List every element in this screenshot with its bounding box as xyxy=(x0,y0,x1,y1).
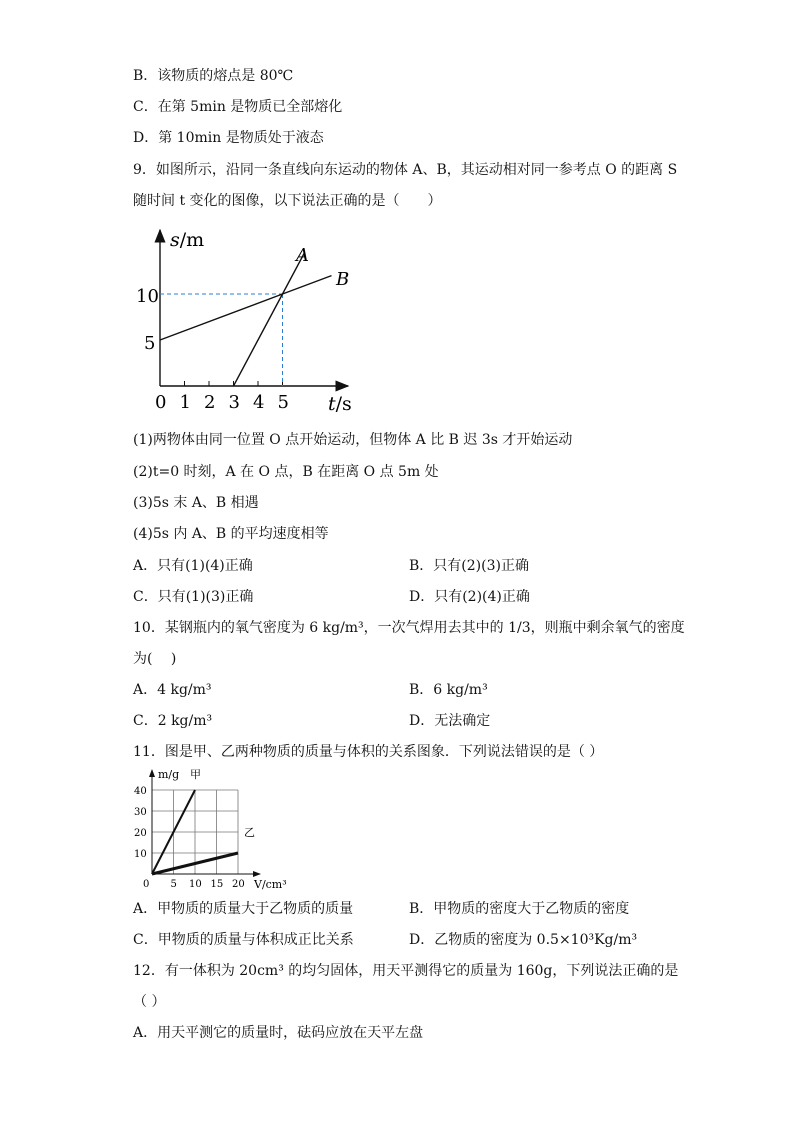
y-axis-label: m/g xyxy=(158,768,180,781)
q10-stem-line2: 为( ) xyxy=(133,651,177,667)
y-tick-label-10: 10 xyxy=(134,849,147,860)
y-tick-label-10: 10 xyxy=(136,286,159,307)
x-tick-label-10: 10 xyxy=(189,879,202,890)
q9-stem-line2: 随时间 t 变化的图像，以下说法正确的是（ ） xyxy=(133,193,442,209)
q9-option-b: B．只有(2)(3)正确 xyxy=(409,558,529,574)
x-tick-label-20: 20 xyxy=(232,879,245,890)
q8-option-b: B．该物质的熔点是 80℃ xyxy=(133,68,294,84)
q11-stem: 11．图是甲、乙两种物质的质量与体积的关系图象．下列说法错误的是（ ） xyxy=(133,744,604,760)
q10-stem-line1: 10．某钢瓶内的氧气密度为 6 kg/m³，一次气焊用去其中的 1/3，则瓶中剩余氧气的密度 xyxy=(133,620,685,636)
q10-option-a: A．4 kg/m³ xyxy=(133,682,212,698)
q9-statement-4: (4)5s 内 A、B 的平均速度相等 xyxy=(133,526,329,542)
q9-option-c: C．只有(1)(3)正确 xyxy=(133,589,254,605)
q11-option-a: A．甲物质的质量大于乙物质的质量 xyxy=(133,901,354,917)
series-b-line xyxy=(160,276,332,340)
q10-option-d: D．无法确定 xyxy=(409,713,491,729)
x-axis-label: t/s xyxy=(328,393,352,415)
y-axis-label: s/m xyxy=(170,229,205,251)
series-a-line xyxy=(234,253,305,386)
q12-option-a: A．用天平测它的质量时，砝码应放在天平左盘 xyxy=(133,1025,424,1041)
x-tick-label-15: 15 xyxy=(210,879,224,890)
y-tick-label-20: 20 xyxy=(134,828,147,839)
q9-option-d: D．只有(2)(4)正确 xyxy=(409,589,530,605)
x-tick-label-1: 1 xyxy=(179,392,191,413)
q12-stem-line1: 12．有一体积为 20cm³ 的均匀固体，用天平测得它的质量为 160g，下列说法正确的是 xyxy=(133,963,679,979)
series-yi-label: 乙 xyxy=(244,826,255,839)
mv-graph xyxy=(130,764,300,894)
q11-option-b: B．甲物质的密度大于乙物质的密度 xyxy=(409,901,630,917)
q10-option-c: C．2 kg/m³ xyxy=(133,713,213,729)
x-tick-label-2: 2 xyxy=(204,392,216,413)
q9-statement-3: (3)5s 末 A、B 相遇 xyxy=(133,495,259,511)
y-tick-label-40: 40 xyxy=(134,786,147,797)
q8-option-d: D．第 10min 是物质处于液态 xyxy=(133,130,324,146)
x-tick-label-5: 5 xyxy=(277,392,289,413)
q8-option-c: C．在第 5min 是物质已全部熔化 xyxy=(133,99,343,115)
y-tick-label-5: 5 xyxy=(144,333,156,354)
x-tick-label-5: 5 xyxy=(170,879,177,890)
series-jia-label: 甲 xyxy=(190,768,201,781)
q10-option-b: B．6 kg/m³ xyxy=(409,682,488,698)
y-tick-label-30: 30 xyxy=(134,807,147,818)
q11-option-d: D．乙物质的密度为 0.5×10³Kg/m³ xyxy=(409,932,638,948)
x-tick-label-0: 0 xyxy=(155,392,167,413)
q12-stem-line2: （ ） xyxy=(133,994,166,1010)
q9-statement-1: (1)两物体由同一位置 O 点开始运动，但物体 A 比 B 迟 3s 才开始运动 xyxy=(133,432,573,448)
series-b-label: B xyxy=(336,269,350,290)
x-tick-label-3: 3 xyxy=(228,392,240,413)
x-axis-label: V/cm³ xyxy=(254,878,287,891)
q9-stem-line1: 9．如图所示，沿同一条直线向东运动的物体 A、B，其运动相对同一参考点 O 的距离 S xyxy=(133,162,678,178)
q11-option-c: C．甲物质的质量与体积成正比关系 xyxy=(133,932,354,948)
x-tick-label-0: 0 xyxy=(143,879,150,890)
x-tick-label-4: 4 xyxy=(253,392,265,413)
series-a-label: A xyxy=(296,245,309,266)
st-graph xyxy=(132,222,372,422)
q9-option-a: A．只有(1)(4)正确 xyxy=(133,558,253,574)
q9-statement-2: (2)t=0 时刻，A 在 O 点，B 在距离 O 点 5m 处 xyxy=(133,464,439,480)
